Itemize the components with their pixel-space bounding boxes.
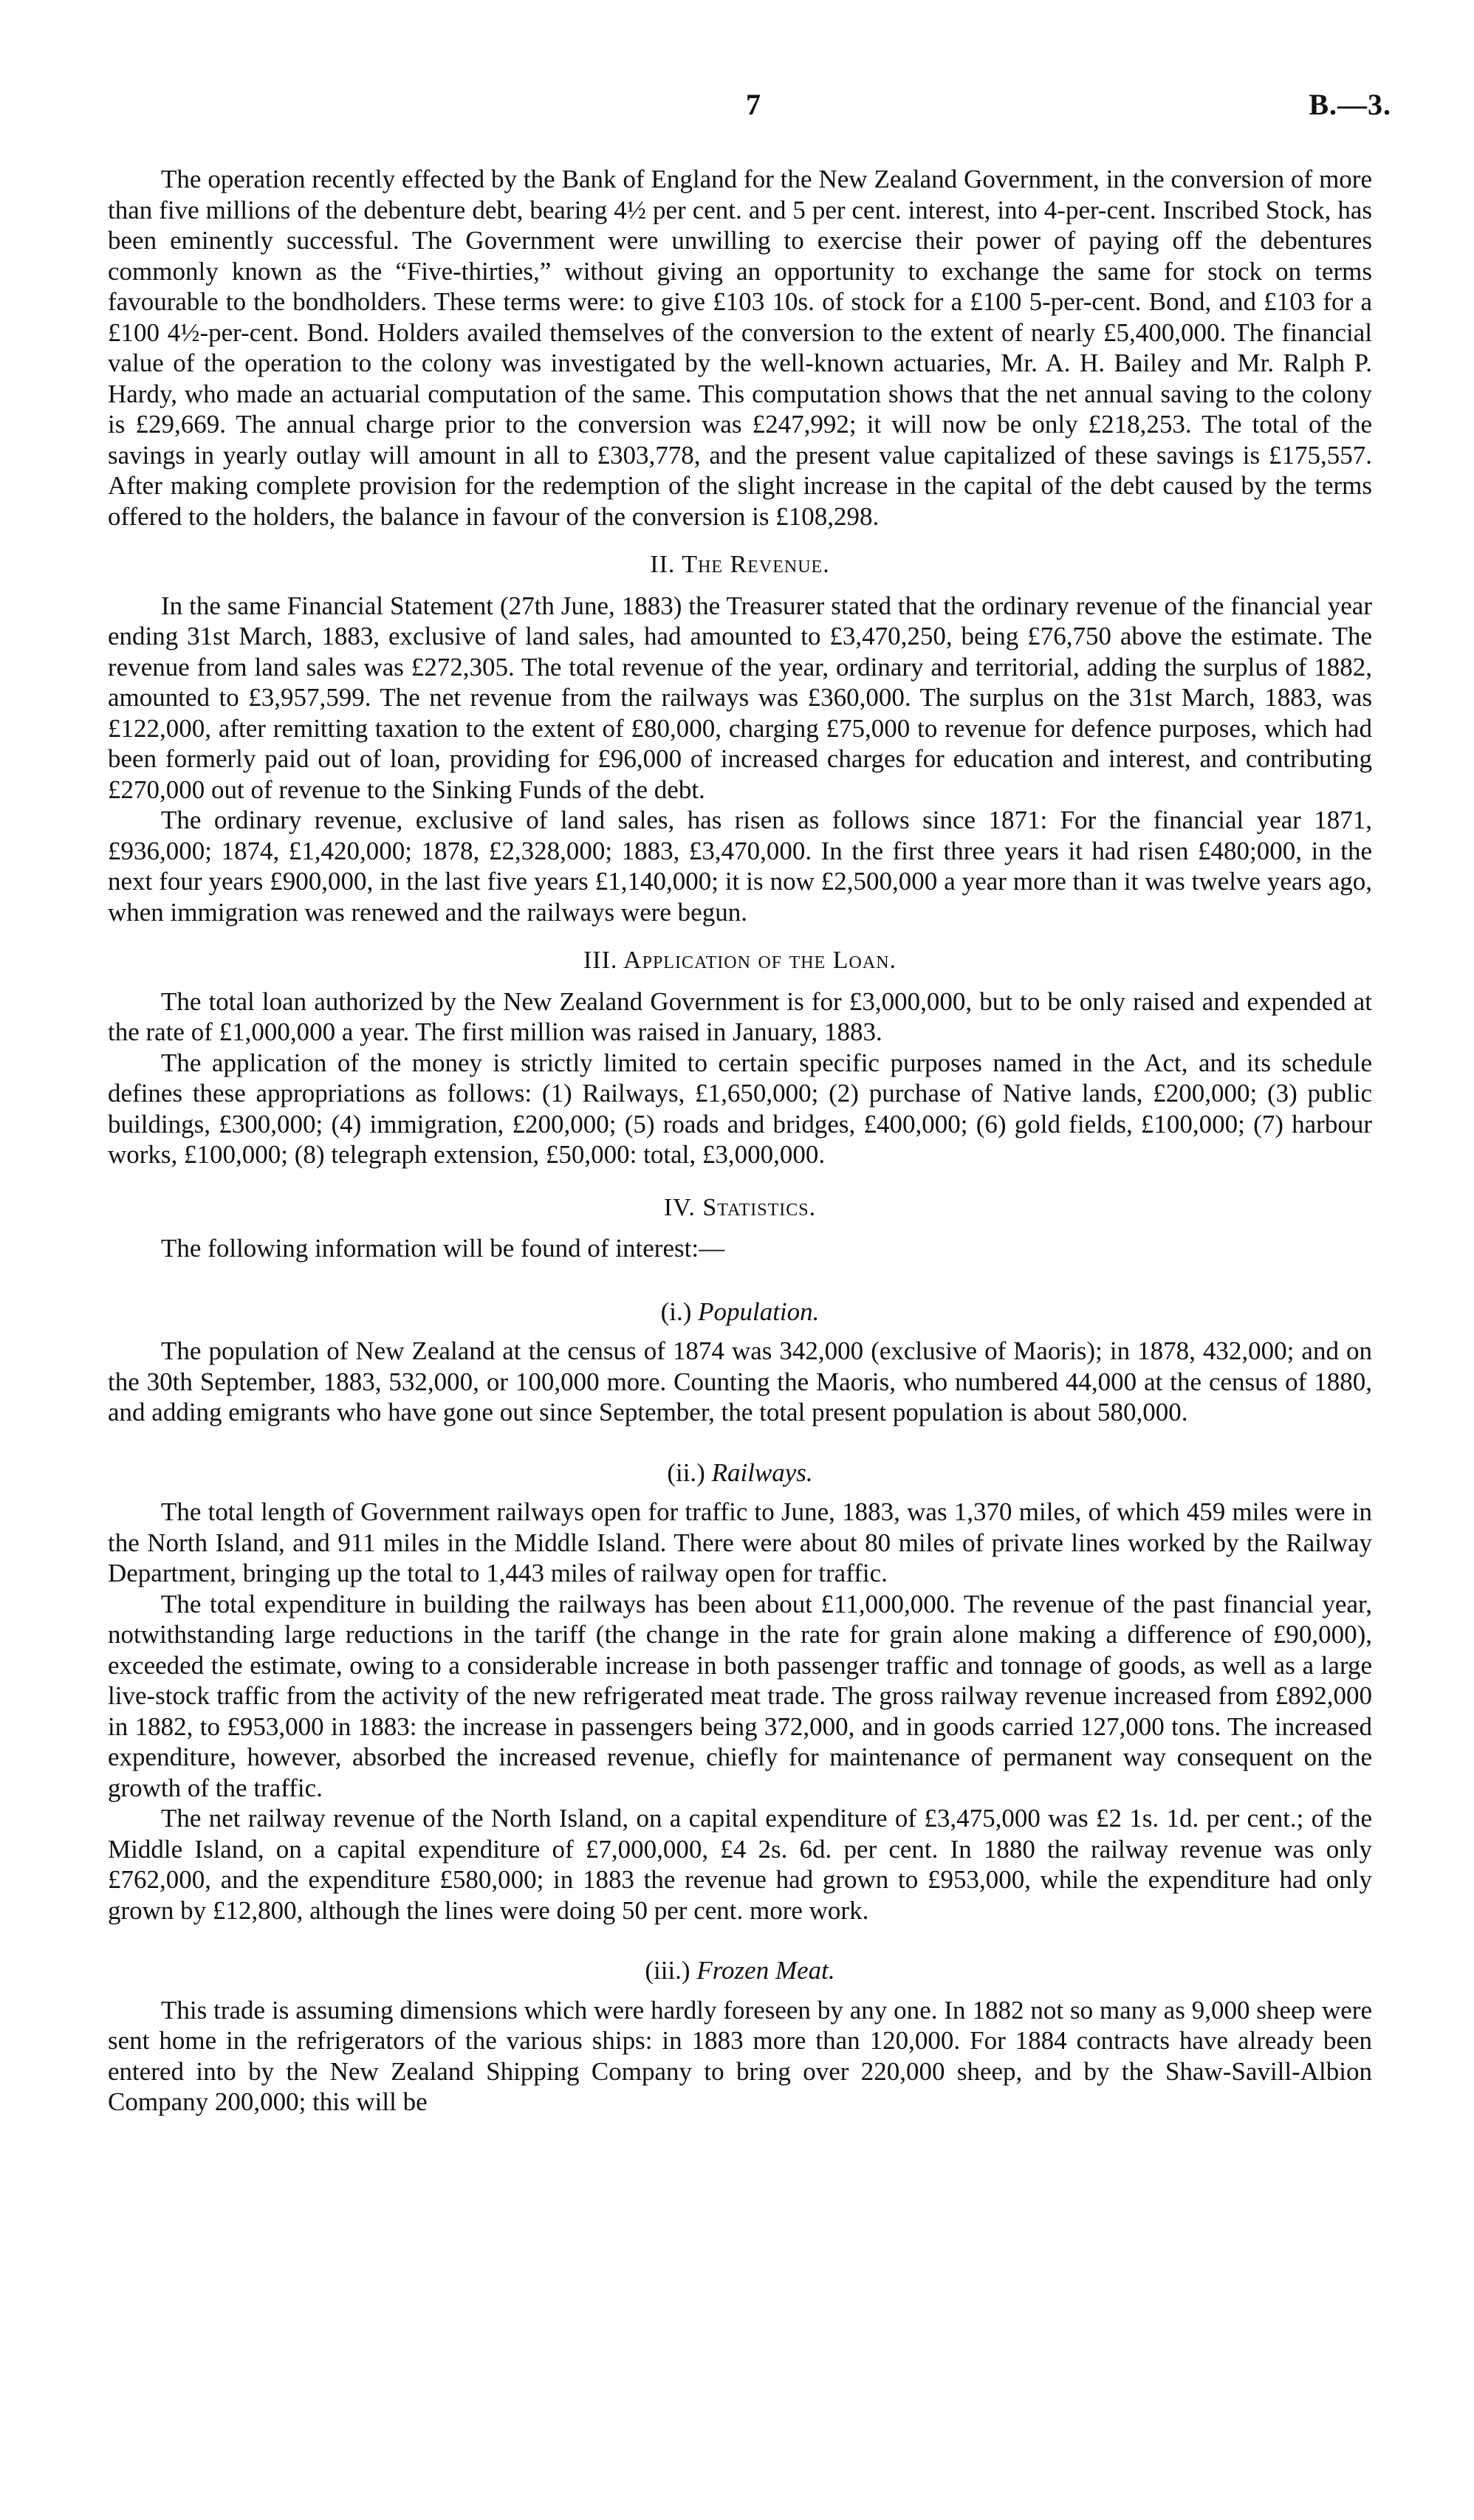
heading-statistics: IV. Statistics.	[663, 1193, 817, 1221]
paragraph-conversion: The operation recently effected by the Bank of England for the New Zealand Government, in the conversion of more than five millions of the debenture debt, bearing 4½ per cent. and 5 per cent. interest, into 4-per-cent. Inscribed Stock, has been eminently successful. The Government were unwilling to exercise their power of paying off the debentures commonly known as the “Five-thirties,” without giving an opportunity to exchange the same for stock on terms favourable to the bondholders. These terms were: to give £103 10s. of stock for a £100 5-per-cent. Bond, and £103 for a £100 4½-per-cent. Bond. Holders availed themselves of the conversion to the extent of nearly £5,400,000. The financial value of the operation to the colony was investigated by the well-known actuaries, Mr. A. H. Bailey and Mr. Ralph P. Hardy, who made an actuarial computation of the same. This computation shows that the net annual saving to the colony is £29,669. The annual charge prior to the conversion was £247,992; it will now be only £218,253. The total of the savings in yearly outlay will amount in all to £303,778, and the present value capitalized of these savings is £175,557. After making complete provision for the redemption of the slight increase in the capital of the debt caused by the terms offered to the holders, the balance in favour of the conversion is £108,298.	[108, 165, 1372, 531]
subheading-frozen-meat-number: (iii.)	[645, 1956, 690, 1985]
page-header	[0, 87, 1474, 139]
subheading-railways-number: (ii.)	[667, 1458, 705, 1487]
body-text	[108, 164, 1372, 2118]
subheading-population-number: (i.)	[660, 1297, 692, 1326]
page-number: 7	[746, 88, 761, 121]
paragraph-statistics-intro: The following information will be found of interest:—	[161, 1234, 725, 1263]
subheading-frozen-meat-title: Frozen Meat.	[696, 1956, 835, 1985]
subheading-population-title: Population.	[698, 1297, 820, 1326]
document-reference: B.—3.	[1309, 88, 1391, 121]
subheading-frozen-meat	[108, 1955, 1372, 1986]
paragraph-revenue-2: The ordinary revenue, exclusive of land sales, has risen as follows since 1871: For the financial year 1871, £936,000; 1874, £1,420,000; 1878, £2,328,000; 1883, £3,470,000. In the first three years it had risen £480;000, in the next four years £900,000, in the last five years £1,140,000; it is now £2,500,000 a year more than it was twelve years ago, when immigration was renewed and the railways were begun.	[108, 806, 1372, 927]
subheading-railways-title: Railways.	[711, 1458, 813, 1487]
paragraph-population: The population of New Zealand at the census of 1874 was 342,000 (exclusive of Maoris); in 1878, 432,000; and on the 30th September, 1883, 532,000, or 100,000 more. Counting the Maoris, who numbered 44,000 at the census of 1880, and adding emigrants who have gone out since September, the total present population is about 580,000.	[108, 1336, 1372, 1426]
heading-loan: III. Application of the Loan.	[583, 947, 897, 974]
paragraph-frozen-meat: This trade is assuming dimensions which were hardly foreseen by any one. In 1882 not so many as 9,000 sheep were sent home in the refrigerators of the various ships: in 1883 more than 120,000. For 1884 contracts have already been entered into by the New Zealand Shipping Company to bring over 220,000 sheep, and by the Shaw-Savill-Albion Company 200,000; this will be	[108, 1995, 1372, 2116]
paragraph-revenue-1: In the same Financial Statement (27th June, 1883) the Treasurer stated that the ordinary revenue of the financial year ending 31st March, 1883, exclusive of land sales, had amounted to £3,470,250, being £76,750 above the estimate. The revenue from land sales was £272,305. The total revenue of the year, ordinary and territorial, adding the surplus of 1882, amounted to £3,957,599. The net revenue from the railways was £360,000. The surplus on the 31st March, 1883, was £122,000, after remitting taxation to the extent of £80,000, charging £75,000 to revenue for defence purposes, which had been formerly paid out of loan, providing for £96,000 of increased charges for education and interest, and contributing £270,000 out of revenue to the Sinking Funds of the debt.	[108, 591, 1372, 804]
heading-revenue: II. The Revenue.	[650, 551, 830, 578]
subheading-railways	[108, 1458, 1372, 1489]
paragraph-loan-1: The total loan authorized by the New Zealand Government is for £3,000,000, but to be only raised and expended at the rate of £1,000,000 a year. The first million was raised in January, 1883.	[108, 986, 1372, 1046]
paragraph-railways-1: The total length of Government railways open for traffic to June, 1883, was 1,370 miles, of which 459 miles were in the North Island, and 911 miles in the Middle Island. There were about 80 miles of private lines worked by the Railway Department, bringing up the total to 1,443 miles of railway open for traffic.	[108, 1497, 1372, 1587]
paragraph-railways-2: The total expenditure in building the railways has been about £11,000,000. The revenue of the past financial year, notwithstanding large reductions in the tariff (the change in the rate for grain alone making a difference of £90,000), exceeded the estimate, owing to a considerable increase in both passenger traffic and tonnage of goods, as well as a large live-stock traffic from the activity of the new refrigerated meat trade. The gross railway revenue increased from £892,000 in 1882, to £953,000 in 1883: the increase in passengers being 372,000, and in goods carried 127,000 tons. The increased expenditure, however, absorbed the increased revenue, chiefly for maintenance of permanent way consequent on the growth of the traffic.	[108, 1589, 1372, 1802]
paragraph-railways-3: The net railway revenue of the North Island, on a capital expenditure of £3,475,000 was £2 1s. 1d. per cent.; of the Middle Island, on a capital expenditure of £7,000,000, £4 2s. 6d. per cent. In 1880 the railway revenue was only £762,000, and the expenditure £580,000; in 1883 the revenue had grown to £953,000, while the expenditure had only grown by £12,800, although the lines were doing 50 per cent. more work.	[108, 1804, 1372, 1925]
paragraph-loan-2: The application of the money is strictly limited to certain specific purposes named in the Act, and its schedule defines these appropriations as follows: (1) Railways, £1,650,000; (2) purchase of Native lands, £200,000; (3) public buildings, £300,000; (4) immigration, £200,000; (5) roads and bridges, £400,000; (6) gold fields, £100,000; (7) harbour works, £100,000; (8) telegraph extension, £50,000: total, £3,000,000.	[108, 1048, 1372, 1169]
subheading-population	[108, 1297, 1372, 1328]
